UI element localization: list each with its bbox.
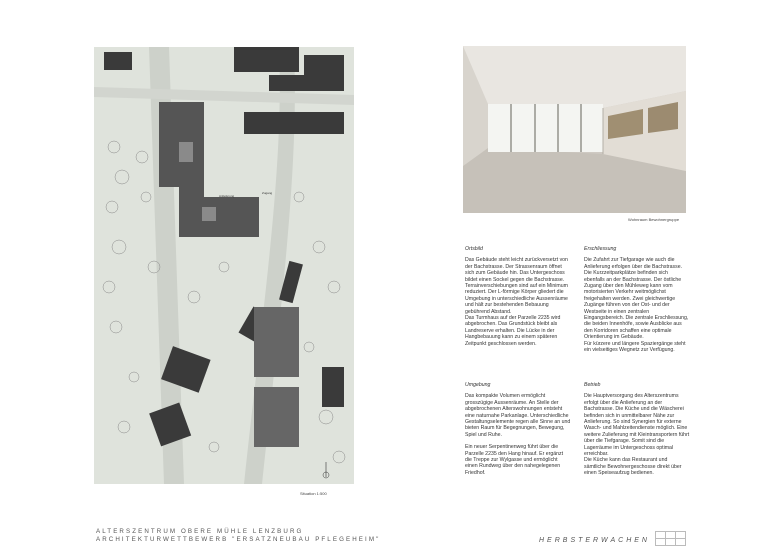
section-erschliessung — [584, 246, 690, 360]
courtyard — [179, 142, 193, 162]
north-arrow — [323, 462, 329, 478]
brand-name: HERBSTERWACHEN — [539, 537, 650, 544]
plan-label-zugang: Zugang — [262, 191, 273, 195]
site-plan-drawing — [94, 47, 354, 484]
trees — [103, 141, 345, 463]
footer-line-2: ARCHITEKTURWETTBEWERB "ERSATZNEUBAU PFLEGEHEIM" — [96, 536, 381, 543]
plan-caption: Situation 1:500 — [300, 491, 327, 496]
building — [322, 367, 344, 407]
section-text: Die Hauptversorgung des Alterszentrums erfolgt über die Anlieferung an der Bachstrasse. Die Küche und die Wäscherei befinden sich in unmittelbarer Nähe zur Anlieferung. So sind Synergien für externe Wasch- und Mahlzeitendienste möglich. Eine weitere Zulieferung mit Kleintransportern führt über die Tiefgarage. Somit sind die Lagerräume im Untergeschoss optimal erreichbar. Die Küche kann das Restaurant und sämtliche Bewohnergeschosse direkt über einen Speiseaufzug bedienen. — [584, 393, 690, 477]
building — [234, 47, 299, 72]
section-heading: Betrieb — [584, 382, 601, 388]
section-heading: Erschliessung — [584, 246, 617, 252]
site-plan — [94, 47, 354, 484]
building-group — [254, 307, 299, 377]
section-heading: Ortsbild — [465, 246, 483, 252]
section-text: Das kompakte Volumen ermöglicht grosszügige Aussenräume. An Stelle der abgebrochenen Alterswohnungen entsteht eine naturnahe Parkanlage. Unterschiedliche Gestaltungselemente regen alle Sinne an und bieten Raum für Begegnungen, Bewegung, Spiel und Ruhe. — [465, 393, 571, 438]
interior-render-image — [463, 46, 686, 213]
section-text: Das Gebäude steht leicht zurückversetzt von der Bachstrasse. Der Strassenraum öffnet sich zum Gebäude hin. Das Untergeschoss bildet einen Sockel gegen die Bachstrasse. Terrainverschiebungen sind auf ein Minimum reduziert. Der L-förmige Körper gliedert die Umgebung in unterschiedliche Aussenräume und hält zur bestehenden Bebauung gebührend Abstand. Das Turmhaus auf der Parzelle 2235 wird abgebrochen. Das Grundstück bleibt als Landreserve erhalten. Die Lücke in der Hangbebauung kann zu einem späteren Zeitpunkt geschlossen werden. — [465, 257, 568, 347]
section-text: Ein neuer Serpentinenweg führt über die Parzelle 2235 den Hang hinauf. Er ergänzt die Treppe zur Wylgasse und ermöglicht einen Rundweg über den nahegelegenen Friedhof. — [465, 444, 564, 476]
building — [149, 403, 191, 447]
building-group — [254, 387, 299, 447]
building — [104, 52, 132, 70]
courtyard — [202, 207, 216, 221]
section-heading: Umgebung — [465, 382, 491, 388]
footer-line-1: ALTERSZENTRUM OBERE MÜHLE LENZBURG — [96, 528, 304, 535]
section-betrieb — [584, 382, 690, 483]
interior-render — [463, 46, 686, 213]
building — [304, 55, 344, 77]
photo-caption: Wohnraum Bewohnergruppe — [628, 217, 680, 222]
section-ortsbild — [465, 246, 571, 353]
brand-grid-icon — [655, 531, 685, 547]
building — [244, 112, 344, 134]
section-umgebung — [465, 382, 571, 482]
building — [269, 75, 344, 91]
plan-label-anlieferung: Anlieferung — [219, 194, 235, 198]
footer-title — [96, 528, 380, 544]
section-text: Die Zufahrt zur Tiefgarage wie auch die Anlieferung erfolgen über die Bachstrasse. Die Kurzzeitparkplätze befinden sich ebenfalls an der Bachstrasse. Der östliche Zugang über den Mühleweg kann vom motorisierten Verkehr weitmöglichst freigehalten werden. Zwei gleichwertige Zugänge führen von der Ost- und der Westseite in einen zentralen Eingangsbereich. Die zentrale Erschliessung, die beiden Innenhöfe, sowie Ausblicke aus den Korridoren schaffen eine optimale Orientierung im Gebäude. Für kürzere und längere Spaziergänge steht ein vielseitiges Wegnetz zur Verfügung. — [584, 257, 689, 354]
